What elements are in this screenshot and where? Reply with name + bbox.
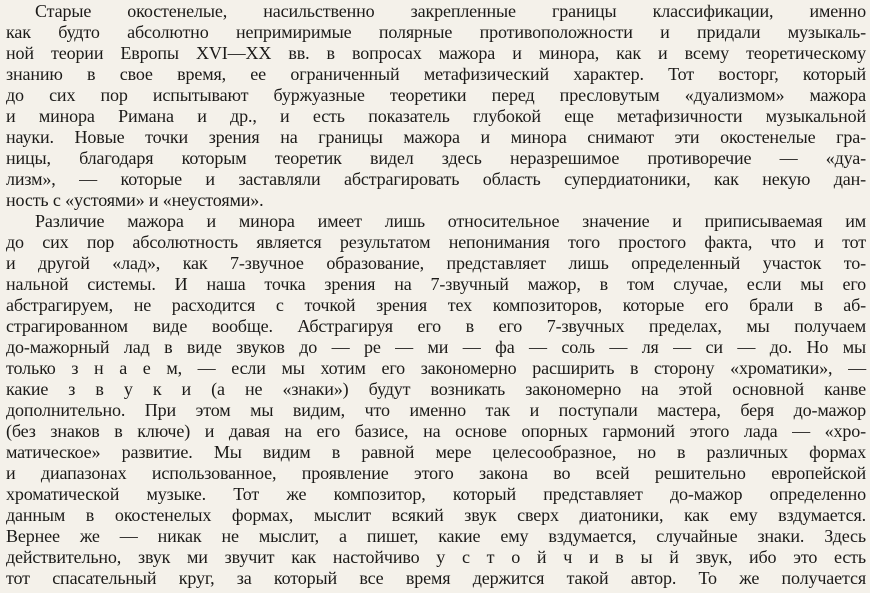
text-line: Старые окостенелые, насильственно закрепленные границы классификации, именно <box>35 1 866 21</box>
text-line: только з н а е м, — если мы хотим его закономерно расширить в сторону «хроматики», — <box>6 358 866 378</box>
text-line: данным в окостенелых формах, мыслит всякий звук сверх диатоники, как ему вздумается. <box>6 505 866 525</box>
text-line: действительно, звук ми звучит как настойчиво у с т о й ч и в ы й звук, ибо это есть <box>6 547 866 567</box>
text-line: до сих пор испытывают буржуазные теоретики перед пресловутым «дуализмом» мажора <box>6 85 866 105</box>
text-line: Вернее же — никак не мыслит, а пишет, какие ему вздумается, случайные знаки. Здесь <box>6 526 866 546</box>
text-line: абстрагируем, не расходится с точкой зрения тех композиторов, которые его брали в аб- <box>6 295 866 315</box>
text-line: и диапазонах использованное, проявление этого закона во всей решительно европейской <box>6 463 866 483</box>
text-line: до сих пор абсолютность является результатом непонимания того простого факта, что и тот <box>6 232 866 252</box>
text-line: хроматической музыке. Тот же композитор, который представляет до-мажор определенно <box>6 484 866 504</box>
text-line: ницы, благодаря которым теоретик видел здесь неразрешимое противоречие — «дуа- <box>6 148 866 168</box>
text-line: ной теории Европы XVI—XX вв. в вопросах мажора и минора, как и всему теоретическому <box>6 43 866 63</box>
text-line: страгированном виде вообще. Абстрагируя его в его 7-звучных пределах, мы получаем <box>6 316 866 336</box>
text-line: науки. Новые точки зрения на границы мажора и минора снимают эти окостенелые гра- <box>6 127 866 147</box>
text-line: и другой «лад», как 7-звучное образование, представляет лишь определенный участок то- <box>6 253 866 273</box>
text-line: до-мажорный лад в виде звуков до — ре — ми — фа — соль — ля — си — до. Но мы <box>6 337 866 357</box>
text-line: Различие мажора и минора имеет лишь относительное значение и приписываемая им <box>35 211 866 231</box>
text-line: (без знаков в ключе) и давая на его базисе, на основе опорных гармоний этого лада — «хро- <box>6 421 866 441</box>
text-line: ность с «устоями» и «неустоями». <box>6 190 264 210</box>
text-line: дополнительно. При этом мы видим, что именно так и поступали мастера, беря до-мажор <box>6 400 866 420</box>
text-line: лизм», — которые и заставляли абстрагировать область супердиатоники, как некую дан- <box>6 169 866 189</box>
text-line: как будто абсолютно непримиримые полярные противоположности и придали музыкаль- <box>6 22 866 42</box>
text-line: нальной системы. И наша точка зрения на 7-звучный мажор, в том случае, если мы его <box>6 274 866 294</box>
text-line: тот спасательный круг, за который все время держится такой автор. То же получается <box>6 568 866 588</box>
text-line: и минора Римана и др., и есть показатель глубокой еще метафизичности музыкальной <box>6 106 866 126</box>
text-line: знанию в свое время, ее ограниченный метафизический характер. Тот восторг, который <box>6 64 866 84</box>
text-line: матическое» развитие. Мы видим в равной мере целесообразное, но в различных формах <box>6 442 866 462</box>
text-line: какие з в у к и (а не «знаки») будут возникать закономерно на этой основной канве <box>6 379 866 399</box>
